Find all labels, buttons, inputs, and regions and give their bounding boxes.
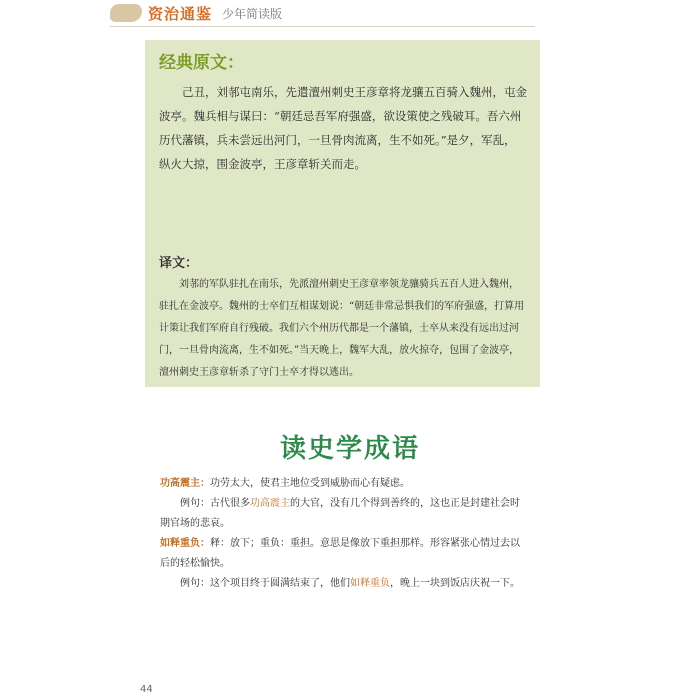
idiom-2-example [160, 574, 525, 594]
page-header [110, 0, 282, 26]
idiom-section-title: 读史学成语 [279, 434, 420, 464]
translation-text: 刘邿的军队驻扎在南乐，先派澶州刺史王彦章率领龙骧骑兵五百人进入魏州，驻扎在金波亭。魏州的士卒们互相谋划说：“朝廷非常忌惧我们的军府强盛，打算用计策让我们军府自行残破。我们六个州历代都是一个藩镇，士卒从来没有远出过河门，一旦骨肉流离，生不如死。”当天晚上，魏军大乱，放火掠夺，包围了金波亭，澶州刺史王彦章斩杀了守门士卒才得以逃出。 [159, 279, 525, 378]
idiom-2-term: 如释重负： [160, 538, 210, 549]
idiom-1-example-highlight: 功高震主 [250, 498, 290, 509]
book-subtitle: 少年简读版 [222, 6, 283, 21]
header-divider [110, 26, 535, 27]
book-title: 资治通鉴 [148, 4, 213, 23]
idiom-2-example-suffix: ，晚上一块到饭店庆祝一下。 [390, 578, 520, 589]
book-logo-icon [110, 4, 142, 22]
idiom-1-definition [160, 474, 525, 494]
classic-title: 经典原文： [159, 53, 244, 73]
classic-original-text: 己丑，刘邿屯南乐，先遣澶州刺史王彦章将龙骧五百骑入魏州，屯金波亭。魏兵相与谋曰：“朝廷忌吾军府强盛，欲设策使之残破耳。吾六州历代藩镇，兵未尝远出河门，一旦骨肉流离，生不如死。”是夕，军乱，纵火大掠，围金波亭，王彦章斩关而走。 [159, 85, 527, 171]
page-number: 44 [140, 684, 153, 695]
idiom-2-meaning: 释：放下；重负：重担。意思是像放下重担那样。形容紧张心情过去以后的轻松愉快。 [160, 538, 520, 569]
idiom-2-example-highlight: 如释重负 [350, 578, 390, 589]
idiom-2-example-prefix: 例句：这个项目终于圆满结束了，他们 [180, 578, 350, 589]
idiom-2-definition [160, 534, 525, 574]
idiom-1-term: 功高震主： [160, 478, 210, 489]
classic-text-box [145, 40, 540, 387]
idiom-1-meaning: 功劳太大，使君主地位受到威胁而心有疑虑。 [210, 478, 410, 489]
translation-title: 译文： [159, 256, 199, 271]
idiom-1-example-suffix: 的大官，没有几个得到善终的，这也正是封建社会时期官场的悲哀。 [160, 498, 520, 529]
idiom-1-example-prefix: 例句：古代很多 [180, 498, 250, 509]
idiom-1-example [160, 494, 525, 534]
